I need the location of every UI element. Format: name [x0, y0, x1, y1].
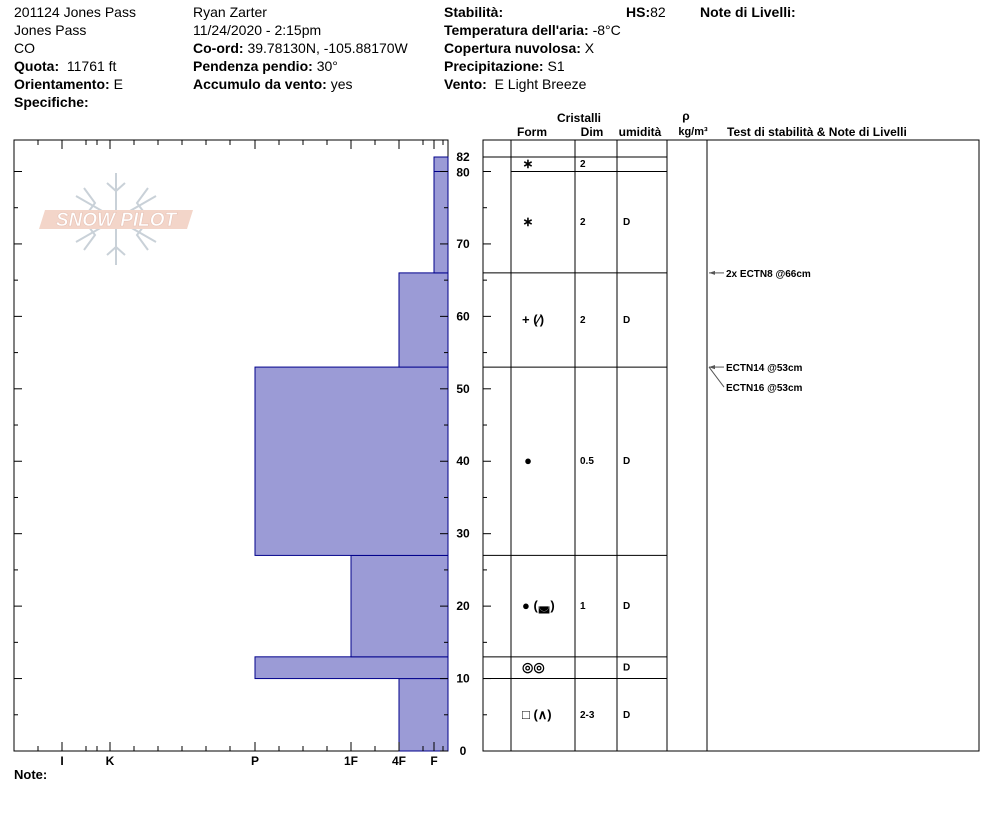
hardness-tick-label: I — [60, 754, 64, 768]
height-tick-label: 0 — [459, 744, 467, 758]
hardness-tick-label: K — [105, 754, 115, 768]
header-moisture: umidità — [618, 125, 662, 139]
snow-height: HS:82 — [626, 4, 666, 20]
hardness-bar-6 — [434, 157, 448, 171]
height-tick-label: 40 — [456, 454, 470, 469]
layer-dim: 2 — [580, 217, 586, 229]
hardness-bar-5 — [434, 171, 448, 272]
layer-form: ∗ — [522, 156, 534, 172]
hardness-bar-4 — [399, 273, 448, 367]
notes-label: Note: — [14, 767, 48, 782]
height-tick-label: 30 — [456, 526, 470, 541]
layer-table-frame — [483, 140, 979, 751]
wind-loading: Accumulo da vento: yes — [193, 76, 353, 92]
hardness-bar-3 — [255, 367, 448, 555]
site-state: CO — [14, 40, 35, 56]
cloud-cover: Copertura nuvolosa: X — [444, 40, 595, 56]
layer-form: ∗ — [522, 214, 534, 230]
height-tick-label: 60 — [456, 309, 470, 324]
header-density-symbol: ρ — [682, 109, 690, 123]
aspect: Orientamento: E — [14, 76, 123, 92]
specifics: Specifiche: — [14, 94, 89, 110]
hardness-bars — [255, 157, 448, 751]
wind: Vento: E Light Breeze — [444, 76, 587, 92]
hardness-tick-label: 1F — [343, 754, 359, 768]
stability-tests — [709, 269, 811, 394]
header-dim: Dim — [580, 125, 604, 139]
test-arrow-icon — [709, 271, 715, 275]
stability-test-label: 2x ECTN8 @66cm — [726, 268, 811, 280]
elevation: Quota: 11761 ft — [14, 58, 117, 74]
layer-form: □ (∧) — [522, 706, 552, 722]
precipitation: Precipitazione: S1 — [444, 58, 565, 74]
height-tick-label: 70 — [456, 236, 470, 251]
header-crystals: Cristalli — [556, 111, 602, 125]
header-density-unit: kg/m³ — [678, 126, 708, 138]
layer-moisture: D — [623, 662, 631, 674]
layer-moisture: D — [623, 709, 631, 721]
hardness-bar-2 — [351, 555, 448, 656]
hardness-bar-0 — [399, 679, 448, 751]
layer-form: ● (◛) — [522, 598, 555, 614]
layer-dim: 2-3 — [580, 709, 595, 721]
hardness-bar-1 — [255, 657, 448, 679]
observer-name: Ryan Zarter — [193, 4, 267, 20]
layer-dim: 1 — [580, 601, 586, 613]
coordinates: Co-ord: 39.78130N, -105.88170W — [193, 40, 408, 56]
layer-moisture: D — [623, 456, 631, 468]
hardness-tick-label: F — [430, 754, 438, 768]
layer-dim: 2 — [580, 314, 586, 326]
height-tick-label: 82 — [456, 150, 470, 164]
air-temperature: Temperatura dell'aria: -8°C — [444, 22, 621, 38]
hardness-tick-label: P — [250, 754, 260, 768]
slope-angle: Pendenza pendio: 30° — [193, 58, 338, 74]
layer-moisture: D — [623, 601, 631, 613]
height-tick-label: 20 — [456, 599, 470, 614]
stability: Stabilità: — [444, 4, 504, 20]
layer-form: ● — [524, 453, 532, 469]
hardness-tick-label: 4F — [391, 754, 407, 768]
stability-test-label: ECTN14 @53cm — [726, 363, 803, 375]
logo-text: SNOW PILOT — [55, 210, 177, 231]
test-leader-line — [709, 367, 724, 387]
layer-dim: 0.5 — [580, 456, 594, 468]
site-name: Jones Pass — [14, 22, 87, 38]
observation-datetime: 11/24/2020 - 2:15pm — [193, 22, 322, 38]
layer-moisture: D — [623, 314, 631, 326]
header-form: Form — [517, 125, 547, 139]
layer-form: + (⁄) — [522, 311, 545, 327]
layer-moisture: D — [623, 217, 631, 229]
site-id: 201124 Jones Pass — [14, 4, 136, 20]
height-tick-label: 80 — [456, 165, 470, 180]
stability-test-label: ECTN16 @53cm — [726, 383, 803, 395]
height-tick-label: 10 — [456, 671, 470, 686]
height-tick-label: 50 — [456, 381, 470, 396]
layer-dim: 2 — [580, 159, 586, 171]
snowpilot-logo — [39, 173, 193, 265]
header-stability-tests: Test di stabilità & Note di Livelli — [727, 125, 907, 139]
layer-notes-title: Note di Livelli: — [700, 4, 796, 20]
layer-form: ◎◎ — [522, 659, 545, 675]
